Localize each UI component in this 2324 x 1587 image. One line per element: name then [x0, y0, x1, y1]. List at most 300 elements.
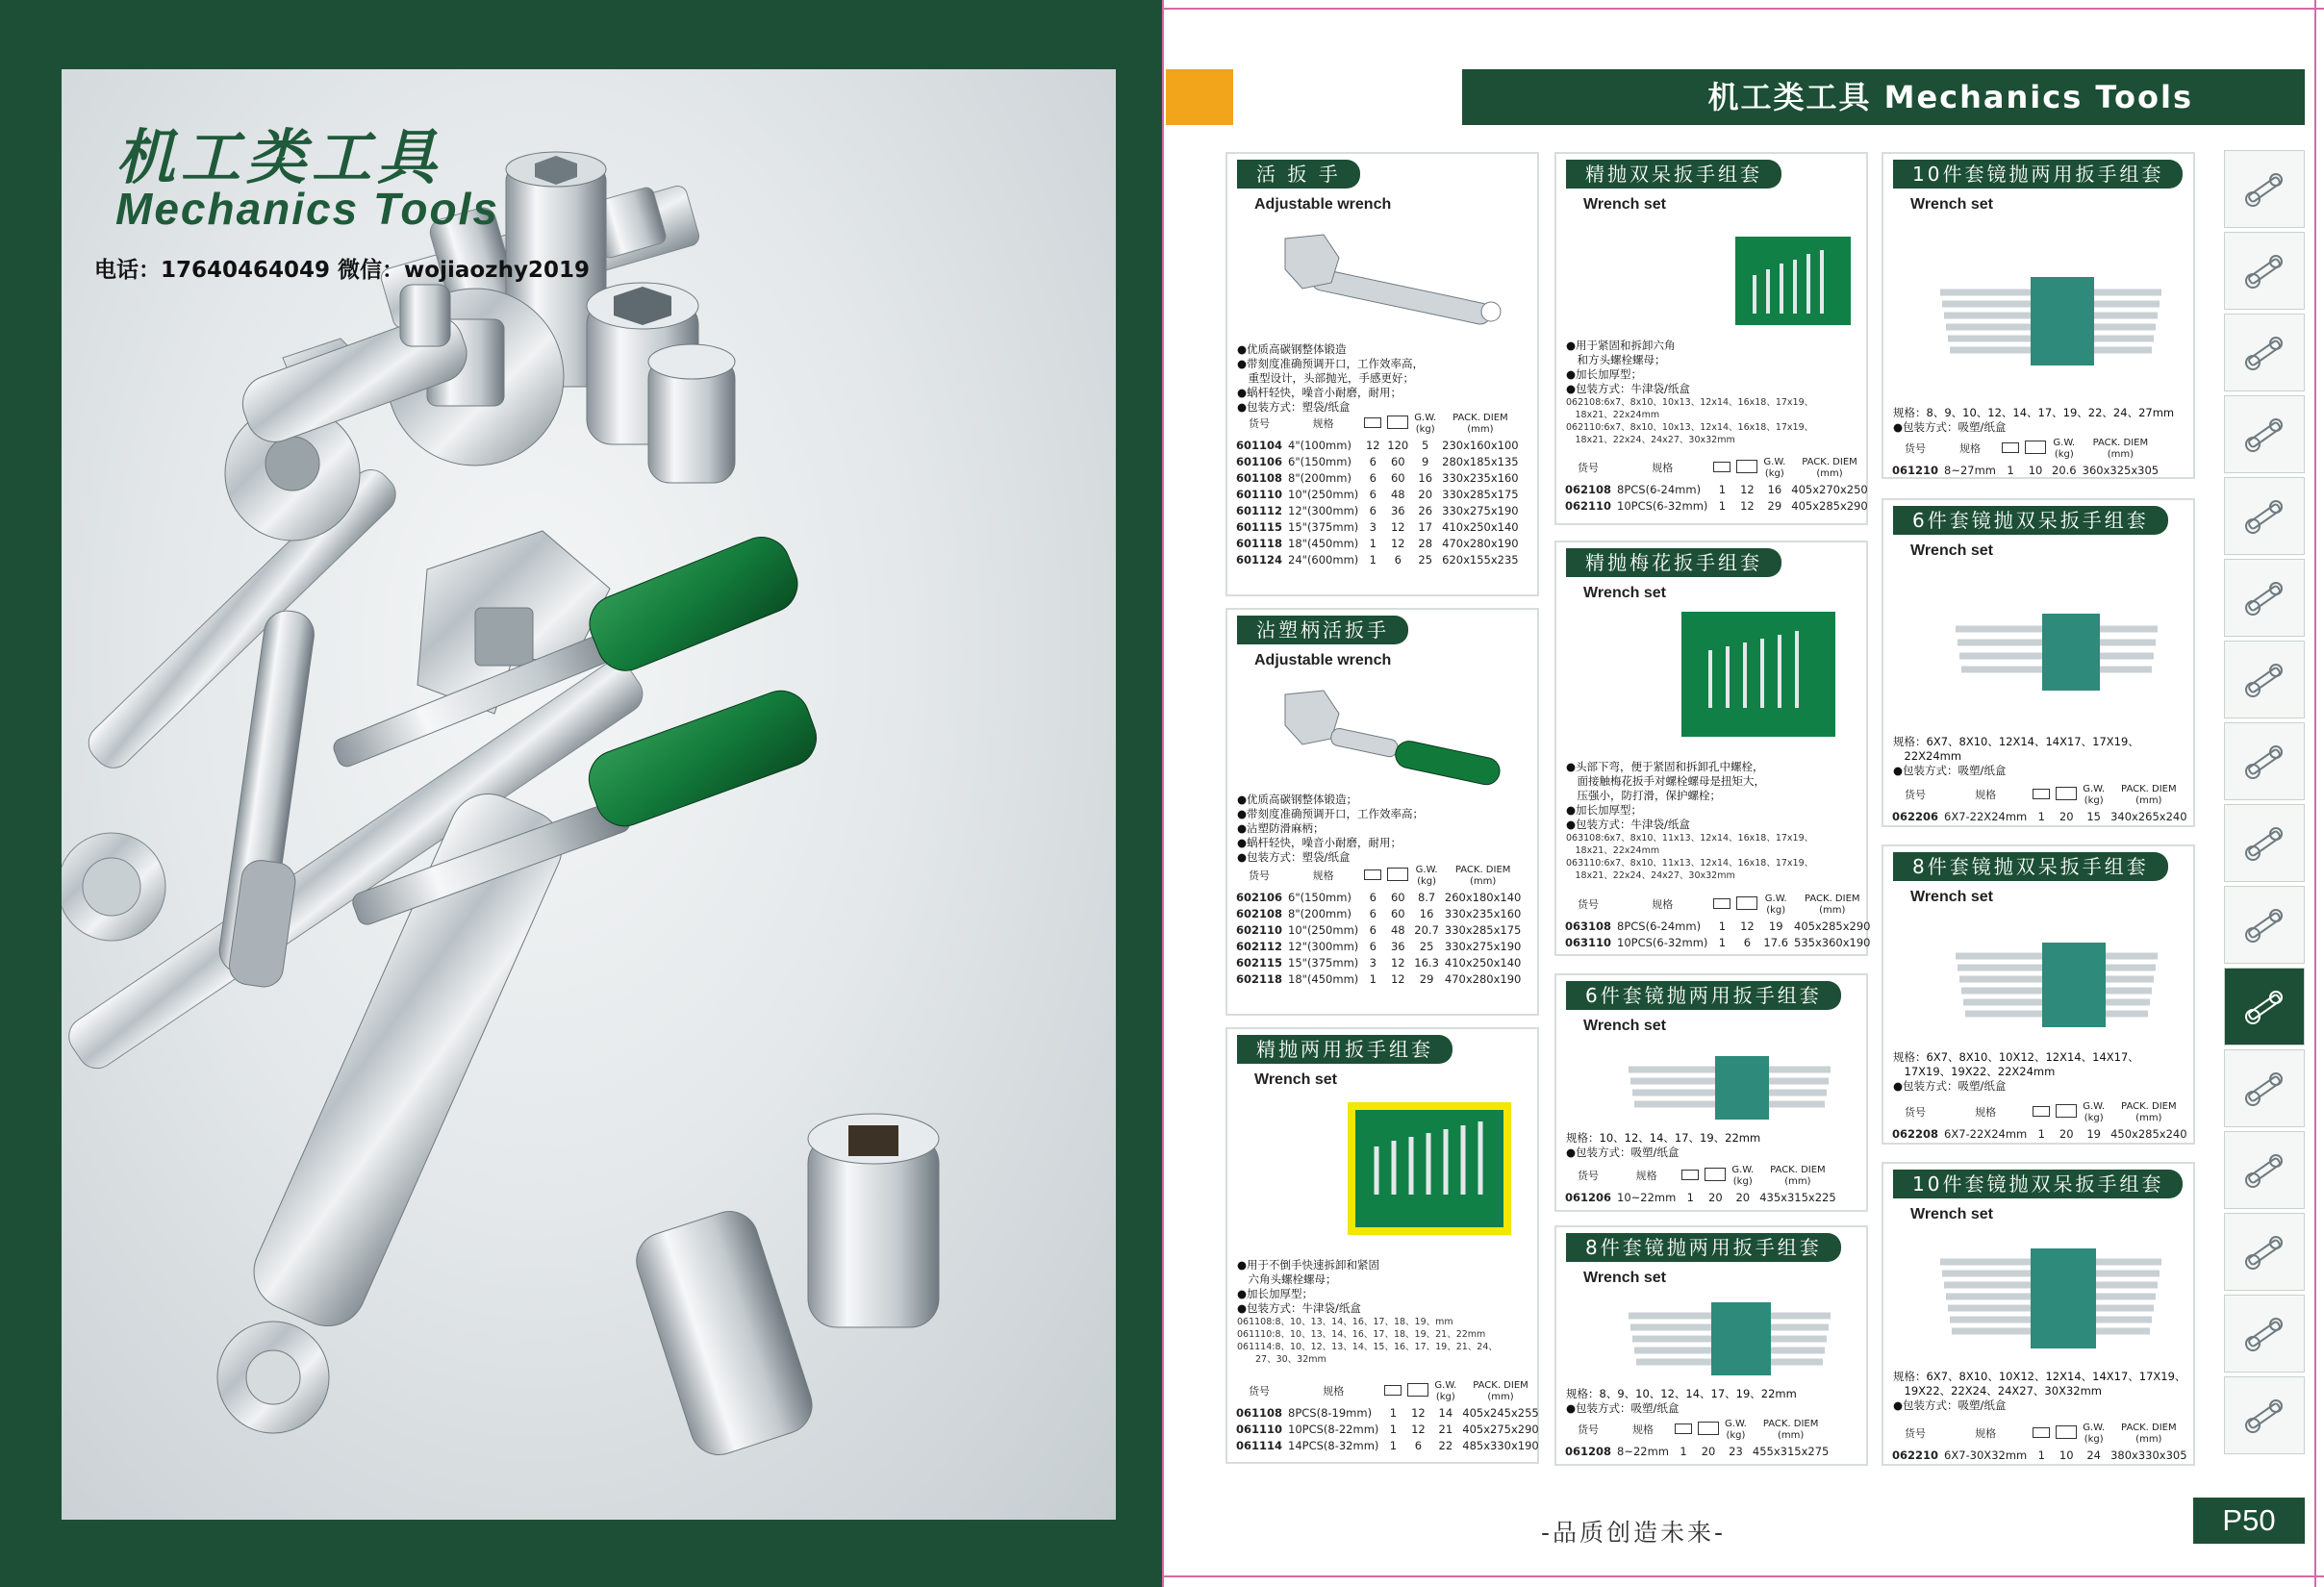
pack-label: PACK. DIEM	[1473, 1380, 1528, 1391]
multimeter-icon-glyph	[2237, 244, 2291, 298]
gw-label: G.W.	[1764, 894, 1787, 904]
feature-item: ●蜗杆轻快，噪音小耐磨，耐用；	[1237, 386, 1402, 399]
cell-pack: 405x275x290	[1462, 1422, 1539, 1436]
cell-code: 602118	[1236, 971, 1283, 986]
table-row	[1233, 954, 1524, 970]
cell-spec: 14PCS(8-32mm)	[1288, 1438, 1379, 1452]
cover-title-en: Mechanics Tools	[115, 184, 499, 234]
cell-gw: 16	[1419, 906, 1434, 920]
table-row	[1562, 481, 1871, 497]
gw-label: G.W.	[2053, 438, 2076, 448]
pack-label: PACK. DIEM	[1452, 413, 1508, 423]
cell-code: 061114	[1236, 1438, 1283, 1452]
inner-box-icon	[2033, 1106, 2050, 1117]
wrench-rack-image	[1926, 273, 2176, 369]
cell-outer-qty: 36	[1390, 503, 1405, 517]
header-spec: 规格	[1323, 1384, 1345, 1398]
header-inner-box	[1381, 1377, 1404, 1404]
header-spec: 规格	[1312, 869, 1334, 882]
cell-pack: 330x275x190	[1442, 503, 1519, 517]
pipe-wrench-icon[interactable]	[2224, 314, 2305, 391]
feature-item: ●包装方式：吸塑/纸盒	[1893, 1079, 2007, 1093]
cell-code: 062206	[1892, 809, 1939, 823]
cell-gw: 20.6	[2052, 463, 2077, 477]
inner-box-icon	[2033, 1427, 2050, 1438]
spec-note: 061114:8、10、12、13、14、15、16、17、19、21、24、	[1237, 1342, 1498, 1352]
cell-spec: 18"(450mm)	[1288, 971, 1359, 986]
cutter-icon[interactable]	[2224, 641, 2305, 718]
cell-code: 061108	[1236, 1405, 1283, 1420]
header-spec: 规格	[1652, 461, 1674, 474]
header-outer-box	[2053, 1098, 2080, 1125]
cell-spec: 8PCS(8-19mm)	[1288, 1405, 1373, 1420]
gw-label: G.W.	[1415, 865, 1438, 875]
header-spec: 规格	[1635, 1169, 1657, 1182]
saw-icon[interactable]	[2224, 804, 2305, 882]
cell-code: 602106	[1236, 890, 1283, 904]
cell-gw: 8.7	[1417, 890, 1436, 904]
inner-box-icon	[1364, 417, 1381, 428]
cell-inner-qty: 6	[1369, 890, 1377, 904]
table-header-row	[1889, 781, 2190, 808]
feature-item: 压强小，防打滑，保护螺栓；	[1566, 789, 1721, 802]
spec-note: 18x21、22x24mm	[1566, 410, 1660, 420]
feature-list	[1237, 1258, 1498, 1366]
card-title: 10件套镜抛两用扳手组套	[1893, 160, 2183, 189]
footer-slogan: -品质创造未来-	[1540, 1519, 1727, 1547]
table-row	[1233, 469, 1522, 486]
gw-label: G.W.	[1414, 413, 1437, 423]
outer-box-icon	[1736, 460, 1757, 473]
cell-outer-qty: 6	[1414, 1438, 1423, 1452]
header-pack	[1750, 1416, 1831, 1443]
gw-label: G.W.	[1763, 457, 1786, 467]
card-double-open-wrench-set	[1554, 152, 1868, 525]
cell-code: 601108	[1236, 470, 1283, 485]
table-row	[1233, 938, 1524, 954]
feature-item: 和方头螺栓螺母；	[1566, 353, 1666, 366]
inner-box-icon	[1713, 898, 1730, 909]
feature-item: 重型设计，头部抛光，手感更好；	[1237, 371, 1414, 385]
cell-pack: 410x250x140	[1442, 519, 1519, 534]
cell-pack: 470x280x190	[1444, 971, 1522, 986]
cell-gw: 23	[1729, 1444, 1743, 1458]
header-outer-box	[1733, 891, 1760, 918]
cell-inner-qty: 1	[1369, 971, 1377, 986]
wrench-pouch-image	[1304, 1102, 1554, 1237]
cell-gw: 28	[1418, 536, 1433, 550]
wrench-socket-icon[interactable]	[2224, 968, 2305, 1045]
crimper-icon[interactable]	[2224, 559, 2305, 637]
cell-gw: 26	[1418, 503, 1433, 517]
wrench-pouch-image	[1668, 237, 1918, 325]
feature-item: ●加长加厚型；	[1566, 367, 1643, 381]
feature-item: 19X22、22X24、24X27、30X32mm	[1893, 1384, 2102, 1398]
header-pack	[2108, 781, 2189, 808]
tool-cabinet-icon-glyph	[2237, 1307, 2291, 1361]
table-row	[1233, 1421, 1542, 1437]
cell-pack: 280x185x135	[1442, 454, 1519, 468]
feature-list	[1566, 339, 1813, 446]
wrench-rack-image	[1604, 1046, 1855, 1127]
header-inner-box	[1710, 891, 1733, 918]
cell-pack: 230x160x100	[1442, 438, 1519, 452]
feature-item: ●包装方式：塑袋/纸盒	[1237, 400, 1351, 414]
spec-table	[1562, 1416, 1831, 1459]
cell-spec: 8PCS(6-24mm)	[1617, 482, 1702, 496]
gw-unit: (kg)	[2084, 795, 2104, 806]
inner-box-icon	[1713, 462, 1730, 472]
cell-inner-qty: 1	[1389, 1438, 1398, 1452]
gw-unit: (kg)	[1726, 1430, 1746, 1441]
gw-unit: (kg)	[1415, 424, 1435, 435]
table-row	[1233, 535, 1522, 551]
cell-inner-qty: 1	[2037, 1448, 2045, 1462]
header-code: 货号	[1905, 1105, 1926, 1119]
cell-gw: 20.7	[1414, 922, 1439, 937]
table-row	[1889, 808, 2190, 824]
cell-outer-qty: 6	[1743, 935, 1752, 949]
pack-unit: (mm)	[2107, 449, 2134, 460]
cell-outer-qty: 12	[1740, 919, 1755, 933]
cell-gw: 16	[1767, 482, 1782, 496]
card-combination-wrench-set	[1225, 1027, 1539, 1464]
cell-gw: 19	[2086, 1126, 2101, 1141]
table-row	[1233, 1437, 1542, 1453]
header-pack	[2080, 435, 2161, 462]
cell-pack: 450x285x240	[2110, 1126, 2187, 1141]
spec-table	[1889, 435, 2161, 478]
table-row	[1562, 1189, 1839, 1205]
socket-bottom-right	[808, 1114, 939, 1327]
feature-item: ●加长加厚型；	[1237, 1287, 1314, 1300]
cell-spec: 10PCS(6-32mm)	[1617, 935, 1708, 949]
feature-item: ●优质高碳钢整体锻造；	[1237, 793, 1358, 806]
header-code: 货号	[1249, 1384, 1270, 1398]
table-header-row	[1233, 862, 1524, 889]
card-8pc-combination-set	[1554, 1225, 1868, 1466]
header-pack	[2108, 1098, 2189, 1125]
feature-item: ●包装方式：塑袋/纸盒	[1237, 850, 1351, 864]
pack-label: PACK. DIEM	[1454, 865, 1511, 875]
cell-spec: 10PCS(6-32mm)	[1617, 498, 1708, 513]
cell-gw: 29	[1419, 971, 1434, 986]
header-spec: 规格	[1975, 1426, 1997, 1440]
card-title: 8件套镜抛两用扳手组套	[1566, 1233, 1841, 1262]
cell-inner-qty: 6	[1369, 503, 1377, 517]
gw-unit: (kg)	[2084, 1113, 2104, 1123]
ring-wrench-pouch-image	[1633, 612, 1883, 737]
card-subtitle: Wrench set	[1910, 542, 1993, 559]
cell-outer-qty: 20	[2059, 1126, 2074, 1141]
card-title: 精抛梅花扳手组套	[1566, 548, 1781, 577]
cell-code: 061210	[1892, 463, 1939, 477]
header-outer-box	[1695, 1416, 1722, 1443]
cell-pack: 330x285x175	[1444, 922, 1522, 937]
cell-pack: 360x325x305	[2082, 463, 2160, 477]
gw-unit: (kg)	[1732, 1176, 1753, 1187]
gw-unit: (kg)	[1766, 905, 1786, 916]
flashlight-icon[interactable]	[2224, 477, 2305, 555]
trowel-icon[interactable]	[2224, 1376, 2305, 1454]
table-row	[1233, 437, 1522, 453]
cell-spec: 8~22mm	[1617, 1444, 1670, 1458]
feature-list	[1566, 1131, 1760, 1160]
feature-item: 规格：6X7、8X10、10X12、12X14、14X17、	[1893, 1050, 2139, 1064]
cell-gw: 24	[2086, 1448, 2101, 1462]
card-subtitle: Wrench set	[1583, 1270, 1666, 1286]
header-inner-box	[2030, 781, 2053, 808]
cell-code: 061110	[1236, 1422, 1283, 1436]
cell-spec: 4"(100mm)	[1288, 438, 1351, 452]
cell-pack: 470x280x190	[1442, 536, 1519, 550]
spec-table	[1233, 410, 1522, 567]
header-gw	[1431, 1377, 1459, 1404]
cell-spec: 15"(375mm)	[1288, 955, 1359, 970]
card-subtitle: Wrench set	[1910, 1206, 1993, 1222]
socket-tiny	[400, 285, 450, 346]
header-inner-box	[2030, 1098, 2053, 1125]
card-8pc-double-open-set	[1882, 844, 2195, 1145]
inner-box-icon	[2033, 789, 2050, 799]
cell-code: 063108	[1565, 919, 1612, 933]
feature-list	[1237, 793, 1424, 865]
glue-gun-icon[interactable]	[2224, 1049, 2305, 1127]
cell-inner-qty: 6	[1369, 939, 1377, 953]
cell-gw: 19	[1768, 919, 1783, 933]
spec-note: 18x21、22x24mm	[1566, 845, 1660, 856]
cell-spec: 6X7-22X24mm	[1944, 1126, 2028, 1141]
cell-code: 602115	[1236, 955, 1283, 970]
table-row	[1889, 1447, 2190, 1463]
cell-inner-qty: 1	[1369, 552, 1377, 567]
cell-inner-qty: 6	[1369, 487, 1377, 501]
feature-item: ●用于不倒手快速拆卸和紧固	[1237, 1258, 1380, 1272]
cell-code: 062210	[1892, 1448, 1939, 1462]
cell-inner-qty: 1	[2037, 809, 2045, 823]
cover-title-cn: 机工类工具	[115, 122, 443, 192]
cell-gw: 21	[1438, 1422, 1453, 1436]
header-spec: 规格	[1959, 441, 1982, 455]
feature-item: ●包装方式：牛津袋/纸盒	[1566, 382, 1690, 395]
header-spec: 规格	[1312, 416, 1334, 430]
table-row	[1889, 462, 2161, 478]
header-gw	[2080, 1420, 2108, 1447]
spec-note: 062110:6x7、8x10、10x13、12x14、16x18、17x19、	[1566, 422, 1814, 433]
pliers-icon[interactable]	[2224, 395, 2305, 473]
cell-code: 602110	[1236, 922, 1283, 937]
tool-case-icon[interactable]	[2224, 1213, 2305, 1291]
header-pack	[1459, 1377, 1541, 1404]
cell-gw: 9	[1422, 454, 1429, 468]
pack-unit: (mm)	[1487, 1392, 1514, 1402]
pack-label: PACK. DIEM	[1802, 457, 1857, 467]
cell-code: 062110	[1565, 498, 1612, 513]
cell-code: 601110	[1236, 487, 1283, 501]
cell-pack: 330x235x160	[1444, 906, 1522, 920]
cell-outer-qty: 48	[1390, 487, 1405, 501]
feature-item: ●包装方式：吸塑/纸盒	[1893, 764, 2007, 777]
hex-key-icon[interactable]	[2224, 886, 2305, 964]
cell-inner-qty: 1	[2037, 1126, 2045, 1141]
header-spec: 规格	[1652, 897, 1674, 911]
flashlight-icon-glyph	[2237, 490, 2291, 543]
table-row	[1562, 918, 1873, 934]
feature-item: ●头部下弯，便于紧固和拆卸孔中螺栓，	[1566, 760, 1764, 773]
cell-spec: 6X7-22X24mm	[1944, 809, 2028, 823]
card-title: 6件套镜抛两用扳手组套	[1566, 981, 1841, 1010]
header-code: 货号	[1578, 461, 1599, 474]
cell-pack: 485x330x190	[1462, 1438, 1539, 1452]
cell-spec: 12"(300mm)	[1288, 503, 1359, 517]
table-row	[1233, 905, 1524, 921]
cell-pack: 260x180x140	[1444, 890, 1522, 904]
cell-outer-qty: 12	[1411, 1422, 1426, 1436]
feature-item: 规格：6X7、8X10、12X14、14X17、17X19、	[1893, 735, 2139, 748]
cell-pack: 405x270x250	[1791, 482, 1868, 496]
header-pack	[1442, 862, 1524, 889]
multimeter-icon[interactable]	[2224, 232, 2305, 310]
glue-gun-icon-glyph	[2237, 1062, 2291, 1116]
trim-line-right	[2314, 0, 2316, 1587]
outer-box-icon	[1387, 416, 1408, 429]
cell-inner-qty: 12	[1365, 438, 1380, 452]
cell-gw: 17	[1418, 519, 1433, 534]
cell-pack: 405x285x290	[1794, 919, 1871, 933]
feature-item: ●包装方式：吸塑/纸盒	[1566, 1146, 1680, 1159]
table-row	[1233, 921, 1524, 938]
spec-table	[1889, 781, 2190, 824]
feature-list	[1893, 1370, 2185, 1413]
cell-pack: 330x275x190	[1444, 939, 1522, 953]
cell-pack: 620x155x235	[1442, 552, 1519, 567]
feature-list	[1566, 1387, 1797, 1416]
spec-note: 18x21、22x24、24x27、30x32mm	[1566, 435, 1735, 445]
cell-spec: 10~22mm	[1617, 1190, 1677, 1204]
cell-pack: 405x285x290	[1791, 498, 1868, 513]
header-code: 货号	[1249, 416, 1270, 430]
gw-label: G.W.	[2083, 1101, 2106, 1112]
catalog-page	[1162, 0, 2324, 1587]
cell-code: 602112	[1236, 939, 1283, 953]
saw-icon-glyph	[2237, 817, 2291, 870]
feature-item: ●包装方式：吸塑/纸盒	[1566, 1401, 1680, 1415]
feature-item: 22X24mm	[1893, 749, 1962, 763]
outer-box-icon	[2025, 441, 2046, 454]
inner-box-icon	[1384, 1385, 1402, 1396]
page-number: P50	[2193, 1498, 2305, 1544]
card-subtitle: Adjustable wrench	[1254, 196, 1392, 213]
inner-box-icon	[1364, 869, 1381, 880]
orange-tab	[1166, 69, 1233, 125]
spec-table	[1889, 1420, 2190, 1463]
caliper-icon[interactable]	[2224, 1131, 2305, 1209]
feature-list	[1893, 406, 2174, 435]
table-header-row	[1889, 1098, 2190, 1125]
cell-spec: 24"(600mm)	[1288, 552, 1359, 567]
feature-item: 六角头螺栓螺母；	[1237, 1272, 1337, 1286]
cell-code: 062208	[1892, 1126, 1939, 1141]
cell-code: 061208	[1565, 1444, 1612, 1458]
header-outer-box	[1384, 862, 1411, 889]
cell-inner-qty: 1	[1389, 1422, 1398, 1436]
wrench-rack-image	[1926, 1247, 2176, 1352]
cell-outer-qty: 60	[1390, 470, 1405, 485]
header-code: 货号	[1905, 1426, 1926, 1440]
cell-pack: 340x265x240	[2110, 809, 2187, 823]
cell-outer-qty: 12	[1390, 519, 1405, 534]
table-row	[1233, 970, 1524, 987]
cell-gw: 15	[2086, 809, 2101, 823]
cell-code: 601118	[1236, 536, 1283, 550]
tool-cabinet-icon[interactable]	[2224, 1295, 2305, 1373]
adjustable-wrench-image	[1266, 229, 1516, 335]
card-title: 精抛两用扳手组套	[1237, 1035, 1452, 1064]
outer-box-icon	[2056, 1425, 2077, 1439]
feature-item: 规格：8、9、10、12、14、17、19、22、24、27mm	[1893, 406, 2175, 419]
header-pack	[1756, 1162, 1838, 1189]
pliers-icon-glyph	[2237, 408, 2291, 462]
pack-label: PACK. DIEM	[1762, 1419, 1819, 1429]
header-gw	[1760, 454, 1788, 481]
table-row	[1233, 518, 1522, 535]
cell-spec: 8PCS(6-24mm)	[1617, 919, 1702, 933]
header-outer-box	[1384, 410, 1411, 437]
cell-spec: 10"(250mm)	[1288, 487, 1359, 501]
gw-label: G.W.	[1434, 1380, 1457, 1391]
impact-wrench-icon[interactable]	[2224, 150, 2305, 228]
pack-label: PACK. DIEM	[1770, 1165, 1826, 1175]
table-header-row	[1889, 435, 2161, 462]
header-code: 货号	[1578, 1423, 1599, 1436]
hex-key-icon-glyph	[2237, 898, 2291, 952]
utility-knife-icon[interactable]	[2224, 722, 2305, 800]
table-row	[1233, 453, 1522, 469]
header-outer-box	[1702, 1162, 1729, 1189]
tools-illustration	[62, 69, 1116, 1520]
card-10pc-combination-set	[1882, 152, 2195, 479]
header-code: 货号	[1578, 897, 1599, 911]
cell-code: 061206	[1565, 1190, 1612, 1204]
cell-spec: 10PCS(8-22mm)	[1288, 1422, 1379, 1436]
cell-spec: 18"(450mm)	[1288, 536, 1359, 550]
cell-spec: 8~27mm	[1944, 463, 1997, 477]
header-code: 货号	[1905, 788, 1926, 801]
outer-box-icon	[1407, 1383, 1428, 1397]
spec-note: 18x21、22x24、24x27、30x32mm	[1566, 870, 1735, 881]
spec-note: 063108:6x7、8x10、11x13、12x14、16x18、17x19、	[1566, 833, 1814, 844]
feature-list	[1893, 1050, 2139, 1094]
pack-unit: (mm)	[1777, 1430, 1805, 1441]
cell-gw: 14	[1438, 1405, 1453, 1420]
crimper-icon-glyph	[2237, 571, 2291, 625]
spec-note: 061108:8、10、13、14、16、17、18、19、mm	[1237, 1317, 1453, 1327]
card-subtitle: Adjustable wrench	[1254, 652, 1392, 668]
trowel-icon-glyph	[2237, 1389, 2291, 1443]
card-6pc-combination-set	[1554, 973, 1868, 1212]
card-title: 6件套镜抛双呆扳手组套	[1893, 506, 2168, 535]
header-gw	[1729, 1162, 1756, 1189]
header-gw	[2080, 781, 2108, 808]
cell-pack: 410x250x140	[1444, 955, 1522, 970]
cell-code: 601106	[1236, 454, 1283, 468]
table-header-row	[1233, 410, 1522, 437]
header-gw	[2049, 435, 2080, 462]
pack-label: PACK. DIEM	[2092, 438, 2149, 448]
feature-list	[1566, 760, 1813, 882]
table-row	[1562, 1443, 1831, 1459]
outer-box-icon	[1736, 896, 1757, 910]
